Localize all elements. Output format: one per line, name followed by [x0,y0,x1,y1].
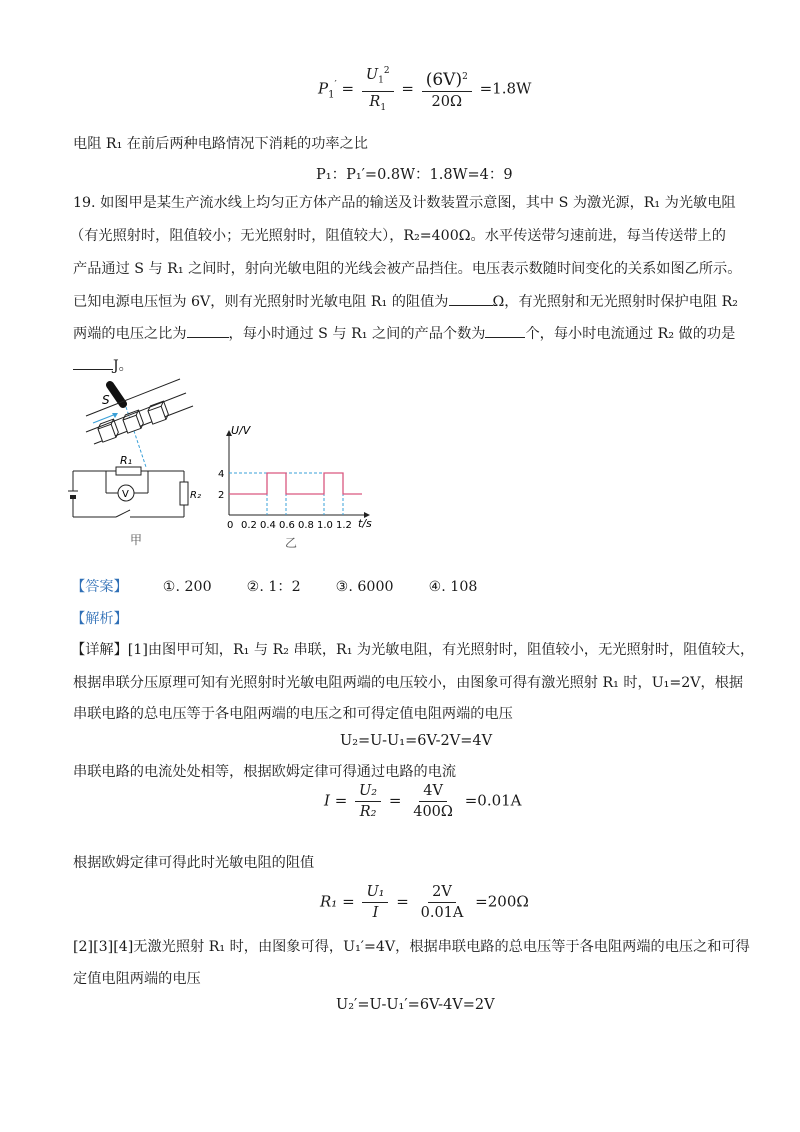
answer-tag: 【答案】 [71,579,128,595]
eq3-frac2-den: 0.01A [420,905,464,921]
eq2-equals: = [388,791,402,810]
detail-tag: 【详解】 [71,642,128,658]
x-tick-label-1.0: 1.0 [317,520,333,531]
detail-line6: [2][3][4]无激光照射 R₁ 时，由图象可得，U₁′=4V，根据串联电路的总电压等于各电阻两端的电压之和可得 [73,939,750,955]
formula-result: =1.8W [479,79,532,98]
answer-item-3: ③. 6000 [335,579,394,595]
y-tick-label-4: 4 [218,469,225,480]
detail-eq2 [324,782,522,821]
y-tick-label-2: 2 [218,490,225,501]
fraction-6v-20ohm [422,68,472,111]
answer-item-1: ①. 200 [162,579,212,595]
detail-line7: 定值电阻两端的电压 [73,971,201,987]
answer-blank-1[interactable] [449,291,493,306]
q19-line5c: 个，每小时电流通过 R₂ 做的功是 [525,326,736,342]
chart-series [229,473,362,494]
laser-source-icon [110,385,123,404]
answer-blank-3[interactable] [485,323,525,338]
eq3-frac1-num: U₁ [362,883,388,903]
eq3-equals: = [396,892,409,911]
fraction-u1-r1 [362,62,394,117]
detail-eq1: U₂=U-U₁=6V-2V=4V [340,733,493,749]
q19-line1: 19. 如图甲是某生产流水线上均匀正方体产品的输送及计数装置示意图，其中 S 为激光源，R₁ 为光敏电阻 [73,195,736,211]
eq2-result: =0.01A [464,791,522,810]
figure-b-chart [213,420,383,550]
answer-item-2: ②. 1：2 [246,579,301,595]
q19-line6-text: J。 [113,358,133,374]
q19-line2: （有光照射时，阻值较小；无光照射时，阻值较大），R₂=400Ω。水平传送带匀速前进，每当传送带上的 [70,228,726,244]
equals-sign: = [341,79,355,98]
eq3-frac2 [417,883,468,922]
figure-b-caption: 乙 [285,536,298,550]
chart-xlabel: t/s [358,517,372,530]
frac-den: R [369,93,381,110]
eq2-frac1-num: U₂ [355,782,381,802]
frac-num: U [365,66,379,83]
chart-ylabel: U/V [231,424,251,437]
q19-line5a: 两端的电压之比为 [73,326,187,342]
eq2-frac2 [409,782,457,821]
x-tick-label-0: 0 [227,520,234,531]
detail-line3: 串联电路的总电压等于各电阻两端的电压之和可得定值电阻两端的电压 [73,706,513,722]
formula-p1-prime [318,62,531,117]
formula-lhs-sub: 1 [328,89,335,101]
eq3-result: =200Ω [475,892,529,911]
detail-line1 [71,640,754,660]
r2-resistor [180,482,188,505]
formula-lhs-prime: ′ [334,79,337,91]
answer-item-4: ④. 108 [428,579,478,595]
figure-a-apparatus [68,374,203,549]
detail-eq3 [320,883,529,922]
label-s: S [102,393,110,407]
label-r2: R₂ [190,490,201,501]
formula-lhs: P [318,79,329,98]
detail-line5: 根据欧姆定律可得此时光敏电阻的阻值 [73,855,315,871]
switch-icon [116,510,130,517]
chart-axes [226,430,370,518]
answer-row [71,577,477,597]
frac-num-sup: 2 [383,66,390,76]
frac-num-sub: 1 [378,75,384,86]
q19-line5b: ，每小时通过 S 与 R₁ 之间的产品个数为 [228,326,486,342]
eq2-frac1-den: R₂ [359,804,377,820]
frac2-num: (6V) [425,69,463,90]
eq3-frac1-den: I [372,905,379,921]
eq2-frac2-num: 4V [419,782,447,802]
q19-line6 [73,355,133,376]
x-tick-label-0.6: 0.6 [279,520,295,531]
answer-blank-2[interactable] [187,323,229,338]
ratio-equation: P₁：P₁′=0.8W：1.8W=4：9 [316,167,513,183]
frac2-num-sup: 2 [462,71,468,82]
label-r1: R₁ [120,454,133,467]
label-v: V [122,489,129,500]
detail-eq4: U₂′=U-U₁′=6V-4V=2V [336,997,495,1013]
x-tick-label-0.2: 0.2 [241,520,257,531]
equals-sign-2: = [401,79,414,98]
eq3-frac1 [362,883,388,922]
x-tick-label-1.2: 1.2 [336,520,352,531]
eq2-frac2-den: 400Ω [413,804,453,820]
q19-line3: 产品通过 S 与 R₁ 之间时，射向光敏电阻的光线会被产品挡住。电压表示数随时间变化的关系如图乙所示。 [73,261,742,277]
analysis-tag: 【解析】 [71,611,128,627]
chart-ticks [218,469,352,531]
x-tick-label-0.4: 0.4 [260,520,276,531]
q19-line4 [73,291,738,312]
detail-line4: 串联电路的电流处处相等，根据欧姆定律可得通过电路的电流 [73,764,457,780]
q19-line4a: 已知电源电压恒为 6V，则有光照射时光敏电阻 R₁ 的阻值为 [73,294,449,310]
q19-line4b: Ω，有光照射和无光照射时保护电阻 R₂ [492,294,738,310]
figure-a-caption: 甲 [130,533,143,547]
answer-blank-4[interactable] [73,355,113,370]
eq2-frac1 [355,782,381,821]
eq2-lhs: I = [324,791,348,810]
frac-den-sub: 1 [380,102,387,113]
detail-line2: 根据串联分压原理可知有光照射时光敏电阻两端的电压较小，由图象可得有激光照射 R₁ 时，U₁=2V，根据 [73,675,744,691]
frac2-den: 20Ω [431,93,463,110]
eq3-lhs: R₁ = [320,892,355,911]
series-line [229,473,362,494]
r1-resistor [116,467,141,475]
detail-line1-text: [1]由图甲可知，R₁ 与 R₂ 串联，R₁ 为光敏电阻，有光照射时，阻值较小，无光照射时，阻值较大， [127,642,755,658]
ratio-intro: 电阻 R₁ 在前后两种电路情况下消耗的功率之比 [73,136,368,152]
eq3-frac2-num: 2V [428,883,456,903]
q19-line5 [73,323,735,344]
x-tick-label-0.8: 0.8 [298,520,314,531]
